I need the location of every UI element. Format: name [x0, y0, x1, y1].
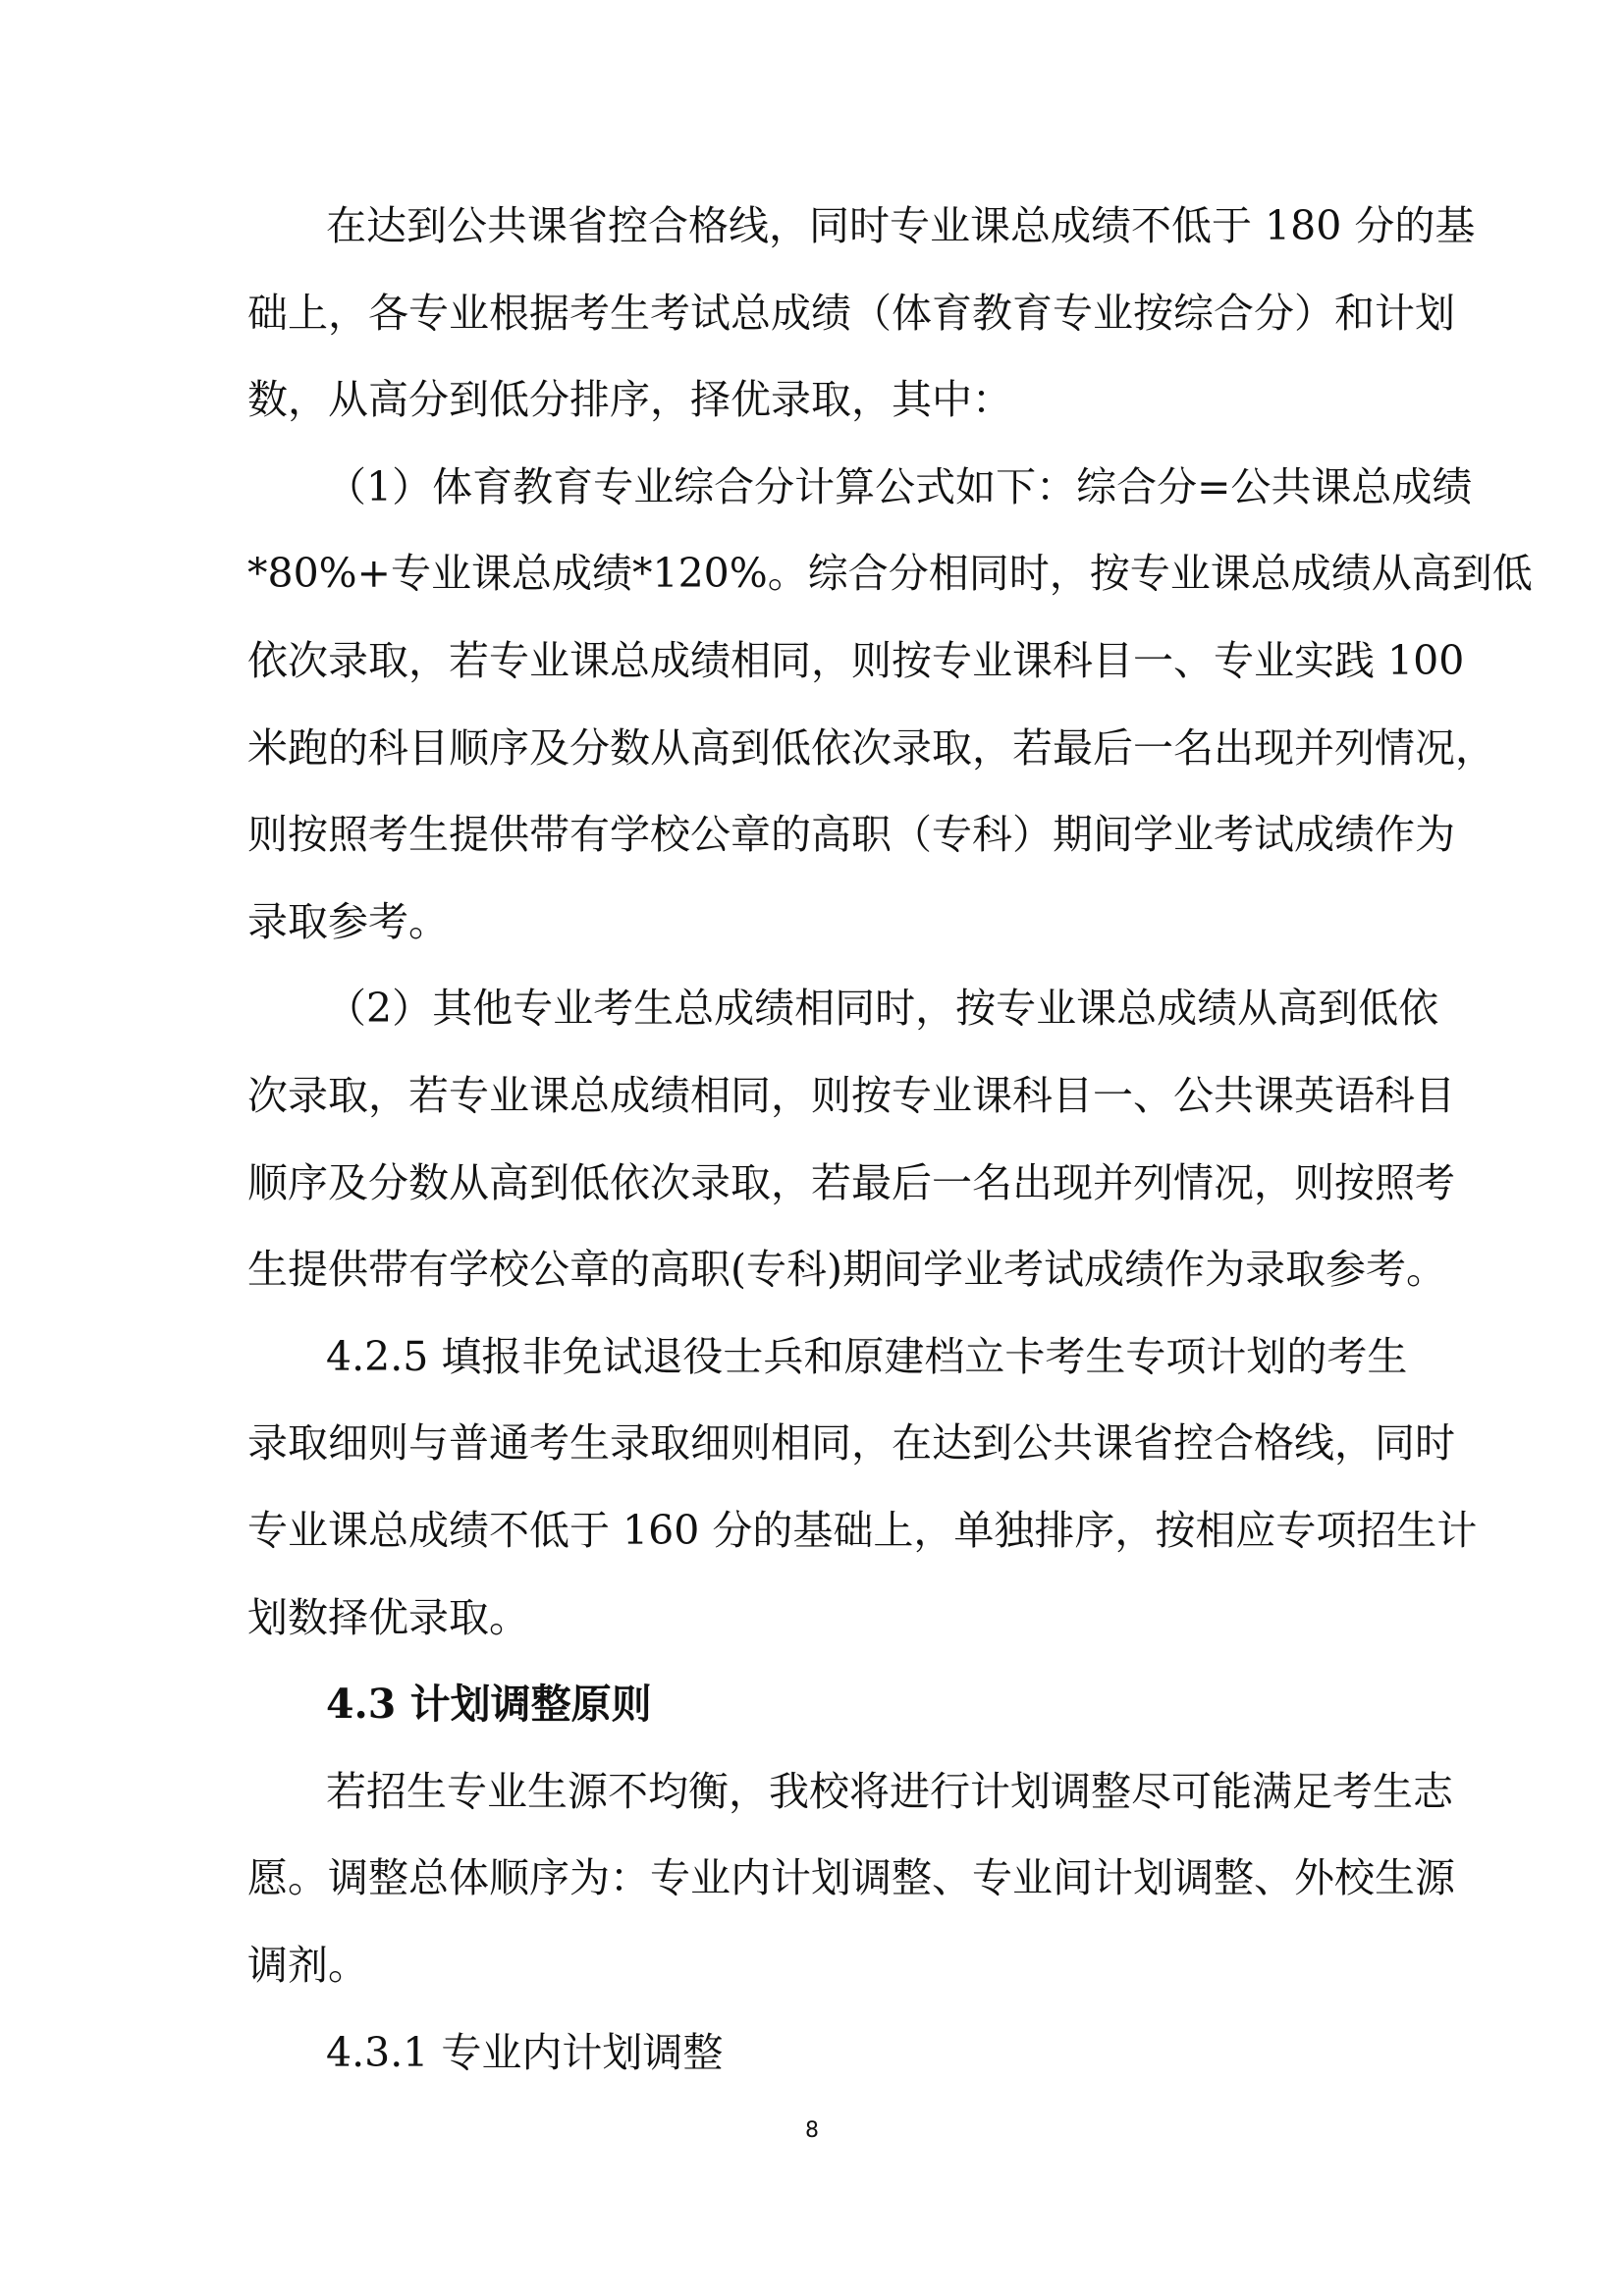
text-line: 则按照考生提供带有学校公章的高职（专科）期间学业考试成绩作为 — [247, 811, 1455, 859]
text-line: （1）体育教育专业综合分计算公式如下：综合分=公共课总成绩 — [326, 462, 1473, 510]
text-line: （2）其他专业考生总成绩相同时，按专业课总成绩从高到低依 — [326, 985, 1439, 1033]
text-line: 专业课总成绩不低于 160 分的基础上，单独排序，按相应专项招生计 — [247, 1507, 1478, 1554]
text-line: 次录取，若专业课总成绩相同，则按专业课科目一、公共课英语科目 — [247, 1072, 1455, 1119]
text-line: 划数择优录取。 — [247, 1593, 529, 1641]
text-line: 录取细则与普通考生录取细则相同，在达到公共课省控合格线，同时 — [247, 1419, 1455, 1468]
text-line: 4.2.5 填报非免试退役士兵和原建档立卡考生专项计划的考生 — [326, 1332, 1408, 1380]
page-number: 8 — [805, 2118, 819, 2143]
section-heading: 4.3 计划调整原则 — [326, 1681, 652, 1729]
text-line: 调剂。 — [247, 1942, 368, 1989]
text-line: 愿。调整总体顺序为：专业内计划调整、专业间计划调整、外校生源 — [247, 1854, 1455, 1902]
text-line: 数，从高分到低分排序，择优录取，其中： — [247, 376, 1012, 424]
text-line: 米跑的科目顺序及分数从高到低依次录取，若最后一名出现并列情况， — [247, 723, 1495, 772]
text-line: 生提供带有学校公章的高职(专科)期间学业考试成绩作为录取参考。 — [247, 1246, 1446, 1294]
text-line: 在达到公共课省控合格线，同时专业课总成绩不低于 180 分的基 — [326, 202, 1476, 249]
text-line: 础上，各专业根据考生考试总成绩（体育教育专业按综合分）和计划 — [247, 289, 1455, 337]
text-line: 4.3.1 专业内计划调整 — [326, 2028, 724, 2076]
text-line: *80%+专业课总成绩*120%。综合分相同时，按专业课总成绩从高到低 — [247, 550, 1533, 598]
text-line: 顺序及分数从高到低依次录取，若最后一名出现并列情况，则按照考 — [247, 1158, 1455, 1206]
text-line: 录取参考。 — [247, 897, 449, 945]
text-line: 若招生专业生源不均衡，我校将进行计划调整尽可能满足考生志 — [326, 1767, 1453, 1815]
text-line: 依次录取，若专业课总成绩相同，则按专业课科目一、专业实践 100 — [247, 637, 1465, 684]
